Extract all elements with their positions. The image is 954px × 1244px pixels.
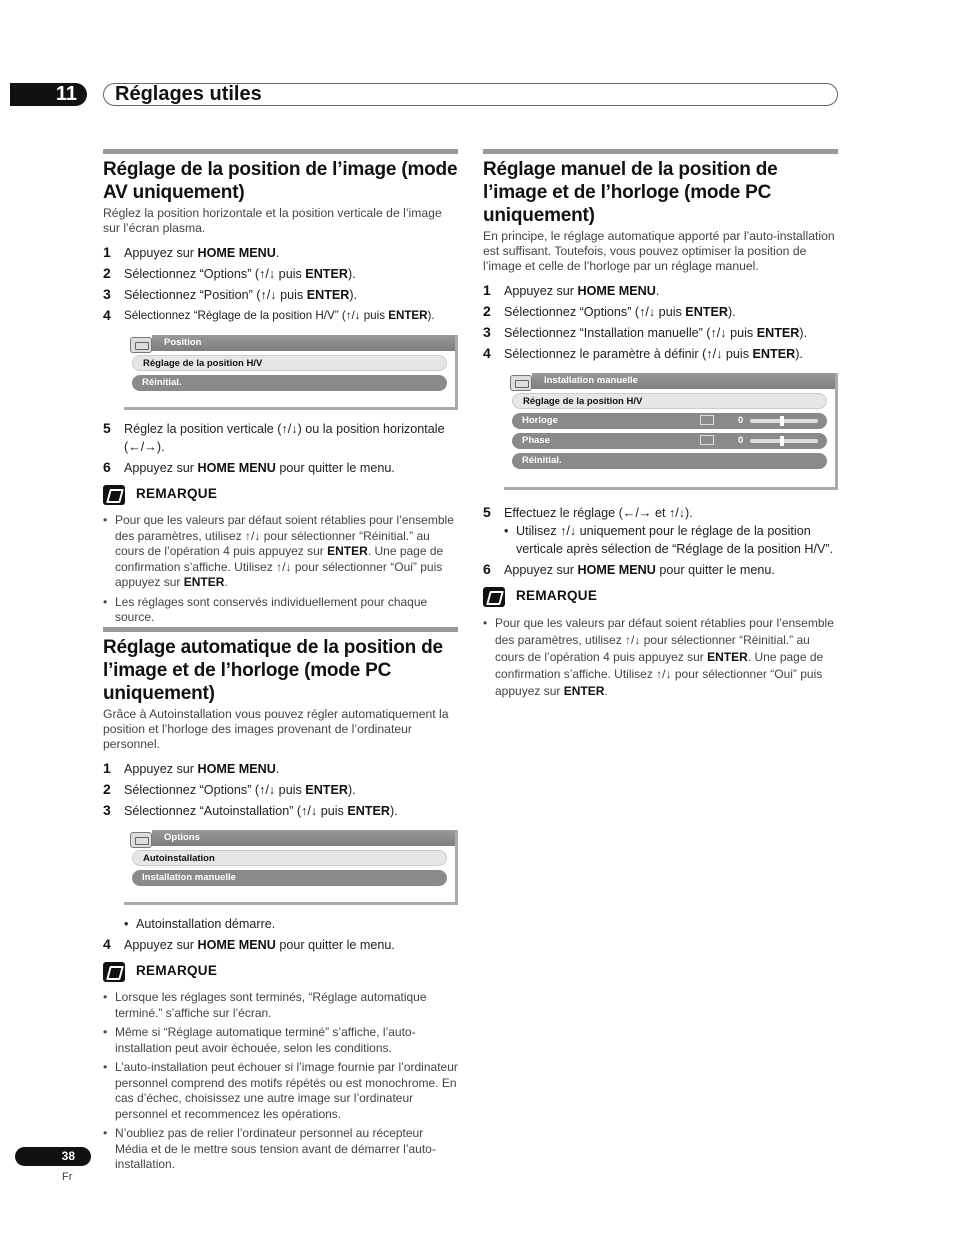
step-item <box>103 915 458 933</box>
menu-row-selected: Autoinstallation <box>132 850 447 866</box>
step-key: ENTER <box>305 783 348 797</box>
step-number: 3 <box>483 324 491 340</box>
remark-key: ENTER <box>563 684 605 698</box>
step-text: Appuyez sur <box>504 563 578 577</box>
menu-row-horloge <box>512 413 827 429</box>
step-key: ENTER <box>685 305 728 319</box>
remark-header <box>483 587 838 609</box>
step-text: . <box>275 246 280 260</box>
step-text: pour quitter le menu. <box>275 938 395 952</box>
step-key: HOME MENU <box>197 461 276 475</box>
menu-screenshot-installation-manuelle <box>504 373 838 490</box>
remark-item <box>103 513 458 591</box>
menu-row-phase <box>512 433 827 449</box>
section-intro: Réglez la position horizontale et la position verticale de l’image sur l’écran plasma. <box>103 206 442 235</box>
slider-knob <box>780 416 784 426</box>
step-text: ). <box>799 326 808 340</box>
chapter-number-badge <box>10 83 87 106</box>
remark-text: . Une page de confirmation s’affiche. Utilisez ↑/↓ pour sélectionner “Oui” puis appuyez sur <box>495 650 824 698</box>
step-item <box>103 307 458 325</box>
step-item <box>483 561 838 579</box>
step-item <box>483 504 838 558</box>
step-key: HOME MENU <box>197 246 276 260</box>
section-rule <box>103 627 458 632</box>
step-text: Sélectionnez “Options” (↑/↓ puis <box>124 267 306 281</box>
sub-bullet: • Autoinstallation démarre. <box>124 915 458 933</box>
menu-row: Réinitial. <box>132 375 447 391</box>
menu-row: Réinitial. <box>512 453 827 469</box>
step-number: 5 <box>103 420 111 436</box>
step-item <box>483 324 838 342</box>
step-item <box>103 420 458 456</box>
phase-adjust-icon <box>700 435 714 445</box>
section-title: Réglage de la position de l’image (mode AV uniquement) <box>103 159 458 203</box>
remark-list <box>483 615 838 700</box>
step-text: Sélectionnez “Autoinstallation” (↑/↓ puis <box>124 804 348 818</box>
step-list <box>103 760 458 820</box>
step-text: Sélectionnez “Installation manuelle” (↑/↓ puis <box>504 326 757 340</box>
step-text: ). <box>727 305 736 319</box>
step-text: Réglez la position verticale (↑/↓) ou la position horizontale (←/→). <box>124 422 445 454</box>
clock-adjust-icon <box>700 415 714 425</box>
remark-key: ENTER <box>183 575 225 589</box>
step-number: 4 <box>103 307 111 323</box>
step-text: pour quitter le menu. <box>655 563 775 577</box>
step-item <box>103 936 458 954</box>
note-icon <box>103 962 125 982</box>
menu-screenshot-options <box>124 830 458 905</box>
step-text: ). <box>349 288 358 302</box>
remark-text: . <box>604 684 608 698</box>
remark-item: • L’auto-installation peut échouer si l’image fournie par l’ordinateur personnel comprend des motifs répétés ou est monochrome. En cas d’échec, choisissez une autre image sur l’ordinateur personnel et recommencez les opérations. <box>103 1060 458 1122</box>
step-item <box>103 781 458 799</box>
step-list <box>483 504 838 579</box>
step-text: Appuyez sur <box>124 246 198 260</box>
remark-list <box>103 513 458 626</box>
step-text: Sélectionnez “Options” (↑/↓ puis <box>504 305 686 319</box>
step-text: Appuyez sur <box>124 762 198 776</box>
menu-row-selected: Réglage de la position H/V <box>512 393 827 409</box>
step-text: ). <box>347 783 356 797</box>
step-number: 3 <box>103 802 111 818</box>
left-column-section-2 <box>103 627 458 1177</box>
menu-row-label: Phase <box>522 435 550 446</box>
remark-header <box>103 962 458 984</box>
step-text: Appuyez sur <box>124 461 198 475</box>
step-item <box>103 760 458 778</box>
remark-key: ENTER <box>707 650 748 664</box>
remark-text: Pour que les valeurs par défaut soient rétablies pour l’ensemble des paramètres, utilisez ↑/↓ pour sélectionner “Réinitial.” au cours de l’opération 4 puis appuyez sur <box>495 616 834 664</box>
step-key: HOME MENU <box>577 284 656 298</box>
step-item <box>483 345 838 363</box>
step-text: ). <box>795 347 803 361</box>
step-number: 2 <box>103 265 111 281</box>
sub-bullet: • Utilisez ↑/↓ uniquement pour le réglage de la position verticale après sélection de “Réglage de la position H/V”. <box>504 522 838 558</box>
step-item <box>483 282 838 300</box>
step-key: ENTER <box>752 347 796 361</box>
step-text: . <box>275 762 280 776</box>
remark-item: • N’oubliez pas de relier l’ordinateur personnel au récepteur Média et de le mettre sous tension avant de démarrer l’auto-installation. <box>103 1126 458 1173</box>
remark-text: . Une page de confirmation s’affiche. Utilisez ↑/↓ pour sélectionner “Oui” puis appuyez sur <box>115 544 444 589</box>
step-number: 1 <box>103 244 111 260</box>
step-key: ENTER <box>306 288 350 302</box>
remark-text: Pour que les valeurs par défaut soient rétablies pour l’ensemble des paramètres, utilisez ↑/↓ pour sélectionner “Réinitial.” au cours de l’opération 4 puis appuyez sur <box>115 513 454 558</box>
section-title: Réglage manuel de la position de l’image et de l’horloge (mode PC uniquement) <box>483 159 778 226</box>
remark-text: . <box>224 575 228 589</box>
step-key: HOME MENU <box>197 938 276 952</box>
section-title: Réglage automatique de la position de l’image et de l’horloge (mode PC uniquement) <box>103 637 443 704</box>
step-number: 2 <box>103 781 111 797</box>
remark-list <box>103 990 458 1173</box>
step-text: ). <box>427 309 435 322</box>
section-intro: Grâce à Autoinstallation vous pouvez régler automatiquement la position et l’horloge des images provenant de l’ordinateur personnel. <box>103 707 449 751</box>
tv-icon <box>130 337 152 353</box>
right-column <box>483 149 838 704</box>
remark-title: REMARQUE <box>136 963 218 978</box>
step-number: 1 <box>103 760 111 776</box>
tv-icon <box>510 375 532 391</box>
slider-knob <box>780 436 784 446</box>
step-text: Sélectionnez “Position” (↑/↓ puis <box>124 288 307 302</box>
note-icon <box>103 485 125 505</box>
remark-title: REMARQUE <box>136 486 218 501</box>
step-item <box>103 286 458 304</box>
step-list <box>103 244 458 325</box>
menu-header: Options <box>152 830 455 846</box>
menu-row-value: 0 <box>738 415 744 426</box>
step-number: 2 <box>483 303 491 319</box>
menu-row-selected: Réglage de la position H/V <box>132 355 447 371</box>
language-code: Fr <box>62 1171 73 1183</box>
step-list <box>483 282 838 363</box>
step-key: ENTER <box>756 326 800 340</box>
page-number: 38 <box>61 1149 75 1163</box>
step-list <box>103 915 458 954</box>
menu-screenshot-position <box>124 335 458 410</box>
note-icon <box>483 587 505 607</box>
step-list <box>103 420 458 477</box>
step-text: ). <box>390 804 398 818</box>
menu-header: Position <box>152 335 455 351</box>
step-number: 6 <box>103 459 111 475</box>
section-rule <box>483 149 838 154</box>
step-item <box>483 303 838 321</box>
step-text: Appuyez sur <box>504 284 578 298</box>
step-text: . <box>655 284 660 298</box>
step-key: ENTER <box>305 267 348 281</box>
step-item <box>103 459 458 477</box>
remark-title: REMARQUE <box>516 588 598 603</box>
slider-track <box>750 419 818 423</box>
chapter-title: Réglages utiles <box>115 83 262 105</box>
step-number: 6 <box>483 561 491 577</box>
section-intro: En principe, le réglage automatique apporté par l’auto-installation est suffisant. Toutefois, vous pouvez optimiser la position de l’image et celle de l’horloge par un réglage manuel. <box>483 229 835 273</box>
step-key: HOME MENU <box>577 563 656 577</box>
step-item <box>103 244 458 262</box>
step-key: ENTER <box>347 804 390 818</box>
remark-item <box>483 615 838 700</box>
step-number: 1 <box>483 282 491 298</box>
remark-item: • Lorsque les réglages sont terminés, “Réglage automatique terminé.” s’affiche sur l’écran. <box>103 990 458 1021</box>
menu-row-value: 0 <box>738 435 744 446</box>
remark-item: • Les réglages sont conservés individuellement pour chaque source. <box>103 595 458 626</box>
remark-header <box>103 485 458 507</box>
section-rule <box>103 149 458 154</box>
left-column <box>103 149 458 630</box>
step-text: pour quitter le menu. <box>275 461 395 475</box>
step-key: ENTER <box>388 309 428 322</box>
step-number: 4 <box>103 936 111 952</box>
page-number-badge <box>15 1147 91 1166</box>
tv-icon <box>130 832 152 848</box>
step-text: Effectuez le réglage (←/→ et ↑/↓). <box>504 506 693 520</box>
step-text: Appuyez sur <box>124 938 198 952</box>
step-number: 4 <box>483 345 491 361</box>
step-number: 3 <box>103 286 111 302</box>
slider-track <box>750 439 818 443</box>
step-text: ). <box>347 267 356 281</box>
remark-key: ENTER <box>327 544 368 558</box>
step-text: Sélectionnez “Options” (↑/↓ puis <box>124 783 306 797</box>
menu-row: Installation manuelle <box>132 870 447 886</box>
menu-row-label: Horloge <box>522 415 558 426</box>
step-number: 5 <box>483 504 491 520</box>
step-text: Sélectionnez “Réglage de la position H/V” (↑/↓ puis <box>124 309 389 322</box>
chapter-number: 11 <box>55 83 77 105</box>
step-text: Sélectionnez le paramètre à définir (↑/↓ puis <box>504 347 753 361</box>
menu-header: Installation manuelle <box>532 373 835 389</box>
remark-item: • Même si “Réglage automatique terminé” s’affiche, l’auto-installation peut avoir échouée, selon les conditions. <box>103 1025 458 1056</box>
step-item <box>103 802 458 820</box>
step-item <box>103 265 458 283</box>
step-key: HOME MENU <box>197 762 276 776</box>
